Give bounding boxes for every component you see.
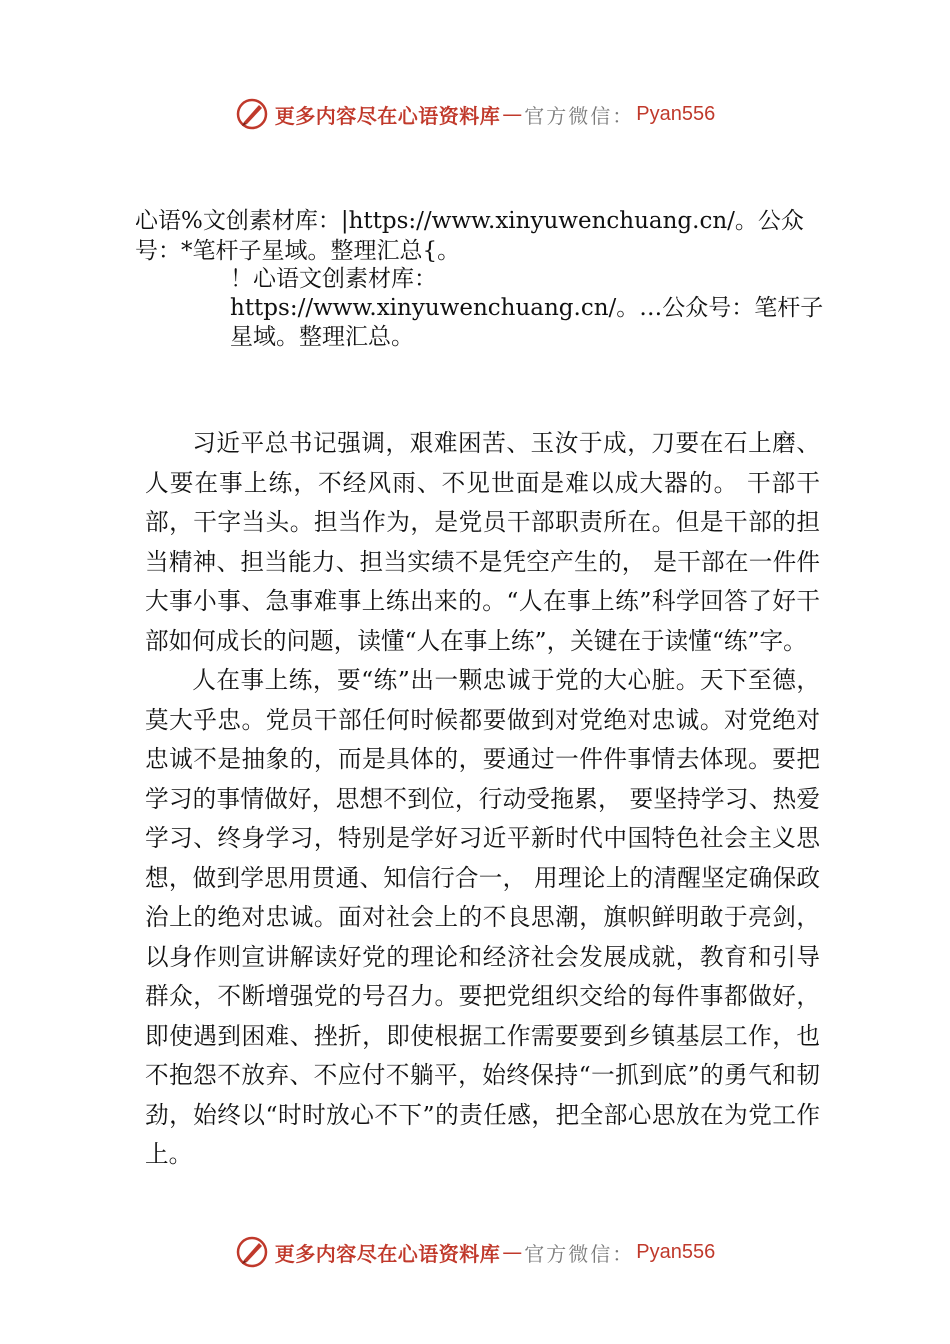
banner-text: 更多内容尽在心语资料库 xyxy=(274,1241,501,1266)
banner-text: 更多内容尽在心语资料库 xyxy=(274,103,501,128)
banner-wechat-id: Pyan556 xyxy=(636,102,716,125)
header-note-2: ！心语文创素材库：https://www.xinyuwenchuang.cn/。…公众号：笔杆子星域。整理汇总。 xyxy=(230,266,824,350)
banner-dash: — xyxy=(502,1240,523,1264)
banner-label: 官方微信： xyxy=(524,103,635,128)
header-note-1: 心语%文创素材库：|https://www.xinyuwenchuang.cn/。公众号：*笔杆子星域。整理汇总{。 xyxy=(135,208,804,264)
bottom-banner xyxy=(0,1230,950,1274)
top-banner xyxy=(0,92,950,136)
pen-logo-icon xyxy=(235,97,269,131)
banner-wechat-id: Pyan556 xyxy=(636,1240,716,1263)
pen-logo-icon xyxy=(235,1235,269,1269)
banner-dash: — xyxy=(502,102,523,126)
banner-label: 官方微信： xyxy=(524,1241,635,1266)
article-body xyxy=(145,424,820,1175)
paragraph-2: 人在事上练，要“练”出一颗忠诚于党的大心脏。天下至德，莫大乎忠。党员干部任何时候都要做到对党绝对忠诚。对党绝对忠诚不是抽象的，而是具体的，要通过一件件事情去体现。要把学习的事情做好，思想不到位，行动受拖累， 要坚持学习、热爱学习、终身学习，特别是学好习近平新时代中国特色社会主义思想，做到学思用贯通、知信行合一， 用理论上的清醒坚定确保政治上的绝对忠诚。面对社会上的不良思潮，旗帜鲜明敢于亮剑，以身作则宣讲解读好党的理论和经济社会发展成就，教育和引导群众，不断增强党的号召力。要把党组织交给的每件事都做好，即使遇到困难、挫折，即使根据工作需要要到乡镇基层工作，也不抱怨不放弃、不应付不躺平，始终保持“一抓到底”的勇气和韧劲，始终以“时时放心不下”的责任感，把全部心思放在为党工作上。 xyxy=(145,666,820,1168)
paragraph-1: 习近平总书记强调，艰难困苦、玉汝于成，刀要在石上磨、人要在事上练，不经风雨、不见世面是难以成大器的。 干部干部，干字当头。担当作为，是党员干部职责所在。但是干部的担当精神、担当能力、担当实绩不是凭空产生的， 是干部在一件件大事小事、急事难事上练出来的。“人在事上练”科学回答了好干部如何成长的问题，读懂“人在事上练”，关键在于读懂“练”字。 xyxy=(145,429,820,655)
